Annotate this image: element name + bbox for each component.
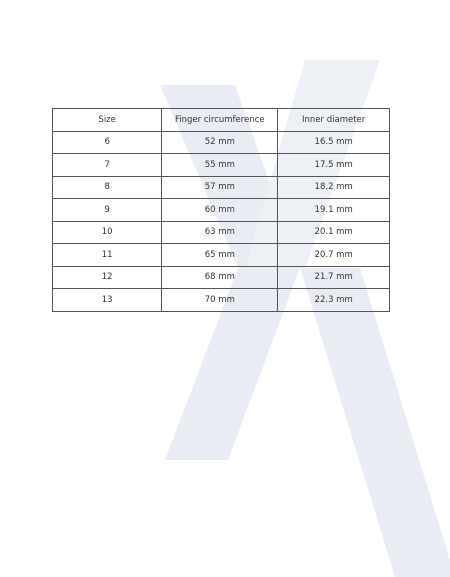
diameter-cell: 21.7 mm (278, 266, 390, 289)
circumference-cell: 70 mm (162, 289, 278, 312)
diameter-cell: 20.1 mm (278, 221, 390, 244)
column-header-inner-diameter: Inner diameter (278, 109, 390, 132)
table-row (53, 199, 390, 222)
column-header-size: Size (53, 109, 162, 132)
size-cell: 11 (53, 244, 162, 267)
circumference-cell: 55 mm (162, 154, 278, 177)
size-cell: 6 (53, 131, 162, 154)
size-cell: 7 (53, 154, 162, 177)
table-row (53, 289, 390, 312)
size-cell: 13 (53, 289, 162, 312)
table-row (53, 176, 390, 199)
circumference-cell: 60 mm (162, 199, 278, 222)
diameter-cell: 20.7 mm (278, 244, 390, 267)
size-cell: 10 (53, 221, 162, 244)
table-row (53, 154, 390, 177)
table-row (53, 266, 390, 289)
circumference-cell: 63 mm (162, 221, 278, 244)
column-header-finger-circumference: Finger circumference (162, 109, 278, 132)
diameter-cell: 19.1 mm (278, 199, 390, 222)
size-cell: 9 (53, 199, 162, 222)
table-header-row (53, 109, 390, 132)
table-row (53, 221, 390, 244)
diameter-cell: 18.2 mm (278, 176, 390, 199)
table-row (53, 244, 390, 267)
diameter-cell: 22.3 mm (278, 289, 390, 312)
size-cell: 8 (53, 176, 162, 199)
circumference-cell: 52 mm (162, 131, 278, 154)
diameter-cell: 16.5 mm (278, 131, 390, 154)
circumference-cell: 57 mm (162, 176, 278, 199)
diameter-cell: 17.5 mm (278, 154, 390, 177)
table-row (53, 131, 390, 154)
ring-size-table (52, 108, 390, 312)
circumference-cell: 68 mm (162, 266, 278, 289)
size-cell: 12 (53, 266, 162, 289)
circumference-cell: 65 mm (162, 244, 278, 267)
